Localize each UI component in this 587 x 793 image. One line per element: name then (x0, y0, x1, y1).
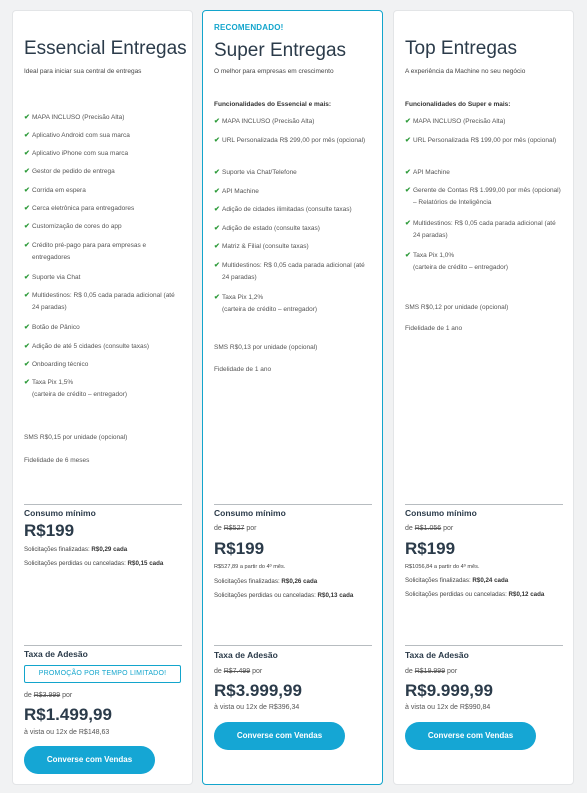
check-icon: ✔ (24, 361, 30, 368)
check-icon: ✔ (24, 223, 30, 230)
sms-note: SMS R$0,12 por unidade (opcional) (405, 304, 509, 311)
min-old-price: de R$527 por (214, 525, 257, 532)
list-item: ✔ Corrida em espera (24, 185, 184, 197)
list-item: ✔ Taxa Pix 1,2% (carteira de crédito – entregador) (214, 294, 318, 313)
list-item: ✔ Adição de até 5 cidades (consulte taxas) (24, 341, 184, 353)
check-icon: ✔ (24, 168, 30, 175)
check-icon: ✔ (405, 252, 411, 259)
check-icon: ✔ (214, 243, 220, 250)
check-icon: ✔ (24, 132, 30, 139)
finalized-rate: Solicitações finalizadas: R$0,26 cada (214, 578, 318, 585)
list-item: ✔ Suporte via Chat (24, 272, 184, 284)
fee-price: R$9.999,99 (405, 681, 493, 700)
list-item: ✔ Multidestinos: R$ 0,05 cada parada adicional (até 24 paradas) (24, 292, 175, 311)
divider (24, 645, 182, 646)
divider (405, 504, 563, 505)
list-item: ✔ Onboarding técnico (24, 359, 184, 371)
recommended-badge: RECOMENDADO! (214, 23, 284, 32)
check-icon: ✔ (24, 114, 30, 121)
check-icon: ✔ (214, 137, 220, 144)
min-note: R$527,89 a partir do 4º mês. (214, 564, 286, 570)
check-icon: ✔ (405, 169, 411, 176)
loyalty-note: Fidelidade de 1 ano (214, 366, 272, 373)
list-item: ✔ Multidestinos: R$ 0,05 cada parada adicional (até 24 paradas) (214, 262, 365, 281)
features-heading: Funcionalidades do Essencial e mais: (214, 101, 332, 108)
check-icon: ✔ (214, 294, 220, 301)
promo-banner: PROMOÇÃO POR TEMPO LIMITADO! (24, 665, 181, 683)
list-item: ✔ Aplicativo Android com sua marca (24, 130, 184, 142)
list-item: ✔ MAPA INCLUSO (Precisão Alta) (405, 116, 565, 128)
divider (214, 504, 372, 505)
check-icon: ✔ (214, 225, 220, 232)
list-item: ✔ Matriz & Filial (consulte taxas) (214, 241, 374, 253)
plan-subtitle: O melhor para empresas em crescimento (214, 68, 334, 75)
fee-price: R$3.999,99 (214, 681, 302, 700)
list-item: ✔ Suporte via Chat/Telefone (214, 167, 374, 179)
check-icon: ✔ (405, 220, 411, 227)
list-item: ✔ MAPA INCLUSO (Precisão Alta) (214, 116, 374, 128)
fee-title: Taxa de Adesão (24, 649, 88, 659)
fee-installments: à vista ou 12x de R$396,34 (214, 704, 300, 711)
check-icon: ✔ (214, 188, 220, 195)
divider (24, 504, 182, 505)
plan-card-super (202, 10, 383, 785)
list-item: ✔ Adição de estado (consulte taxas) (214, 223, 374, 235)
check-icon: ✔ (405, 118, 411, 125)
list-item: ✔ Customização de cores do app (24, 221, 184, 233)
check-icon: ✔ (405, 187, 411, 194)
fee-price: R$1.499,99 (24, 705, 112, 724)
check-icon: ✔ (24, 205, 30, 212)
min-consumption-title: Consumo mínimo (214, 508, 286, 518)
loyalty-note: Fidelidade de 6 meses (24, 457, 90, 464)
min-consumption-title: Consumo mínimo (405, 508, 477, 518)
fee-title: Taxa de Adesão (214, 650, 278, 660)
check-icon: ✔ (24, 150, 30, 157)
finalized-rate: Solicitações finalizadas: R$0,24 cada (405, 577, 509, 584)
check-icon: ✔ (214, 118, 220, 125)
check-icon: ✔ (214, 169, 220, 176)
divider (214, 645, 372, 646)
list-item: ✔ Gestor de pedido de entrega (24, 166, 184, 178)
features-heading: Funcionalidades do Super e mais: (405, 101, 511, 108)
list-item: ✔ URL Personalizada R$ 199,00 por mês (opcional) (405, 135, 563, 147)
min-consumption-title: Consumo mínimo (24, 508, 96, 518)
list-item: ✔ API Machine (214, 186, 374, 198)
plan-card-top (393, 10, 574, 785)
fee-title: Taxa de Adesão (405, 650, 469, 660)
list-item: ✔ Adição de cidades ilimitadas (consulte taxas) (214, 204, 374, 216)
check-icon: ✔ (24, 274, 30, 281)
lost-rate: Solicitações perdidas ou canceladas: R$0,12 cada (405, 591, 545, 598)
contact-sales-button[interactable]: Converse com Vendas (214, 722, 345, 750)
list-item: ✔ Multidestinos: R$ 0,05 cada parada adicional (até 24 paradas) (405, 220, 556, 239)
min-price: R$199 (214, 539, 265, 558)
plan-title: Super Entregas (214, 40, 347, 61)
min-old-price: de R$1.056 por (405, 525, 454, 532)
plan-title: Top Entregas (405, 38, 517, 59)
list-item: ✔ Taxa Pix 1,0% (carteira de crédito – entregador) (405, 252, 509, 271)
min-price: R$199 (405, 539, 456, 558)
check-icon: ✔ (24, 242, 30, 249)
list-item: ✔ Crédito pré-pago para para empresas e entregadores (24, 242, 147, 261)
finalized-rate: Solicitações finalizadas: R$0,29 cada (24, 546, 128, 553)
check-icon: ✔ (214, 206, 220, 213)
min-note: R$1056,84 a partir do 4º mês. (405, 564, 480, 570)
contact-sales-button[interactable]: Converse com Vendas (24, 746, 155, 774)
list-item: ✔ MAPA INCLUSO (Precisão Alta) (24, 112, 184, 124)
plan-subtitle: Ideal para iniciar sua central de entregas (24, 68, 142, 75)
plan-card-essencial (12, 10, 193, 785)
check-icon: ✔ (405, 137, 411, 144)
list-item: ✔ API Machine (405, 167, 565, 179)
loyalty-note: Fidelidade de 1 ano (405, 325, 463, 332)
list-item: ✔ Botão de Pânico (24, 322, 184, 334)
fee-old-price: de R$7.499 por (214, 668, 263, 675)
check-icon: ✔ (24, 379, 30, 386)
list-item: ✔ Cerca eletrônica para entregadores (24, 203, 184, 215)
sms-note: SMS R$0,15 por unidade (opcional) (24, 434, 128, 441)
list-item: ✔ Aplicativo iPhone com sua marca (24, 148, 184, 160)
plan-title: Essencial Entregas (24, 38, 187, 59)
list-item: ✔ Gerente de Contas R$ 1.999,00 por mês (opcional) – Relatórios de Inteligência (405, 187, 561, 206)
check-icon: ✔ (24, 292, 30, 299)
check-icon: ✔ (214, 262, 220, 269)
contact-sales-button[interactable]: Converse com Vendas (405, 722, 536, 750)
fee-installments: à vista ou 12x de R$990,84 (405, 704, 491, 711)
check-icon: ✔ (24, 324, 30, 331)
lost-rate: Solicitações perdidas ou canceladas: R$0,15 cada (24, 560, 164, 567)
sms-note: SMS R$0,13 por unidade (opcional) (214, 344, 318, 351)
fee-old-price: de R$3.999 por (24, 692, 73, 699)
list-item: ✔ Taxa Pix 1,5% (carteira de crédito – entregador) (24, 379, 128, 398)
divider (405, 645, 563, 646)
check-icon: ✔ (24, 343, 30, 350)
check-icon: ✔ (24, 187, 30, 194)
min-price: R$199 (24, 521, 75, 540)
list-item: ✔ URL Personalizada R$ 299,00 por mês (opcional) (214, 135, 372, 147)
plan-subtitle: A experiência da Machine no seu negócio (405, 68, 526, 75)
lost-rate: Solicitações perdidas ou canceladas: R$0,13 cada (214, 592, 354, 599)
fee-old-price: de R$19.999 por (405, 668, 458, 675)
fee-installments: à vista ou 12x de R$148,63 (24, 729, 110, 736)
